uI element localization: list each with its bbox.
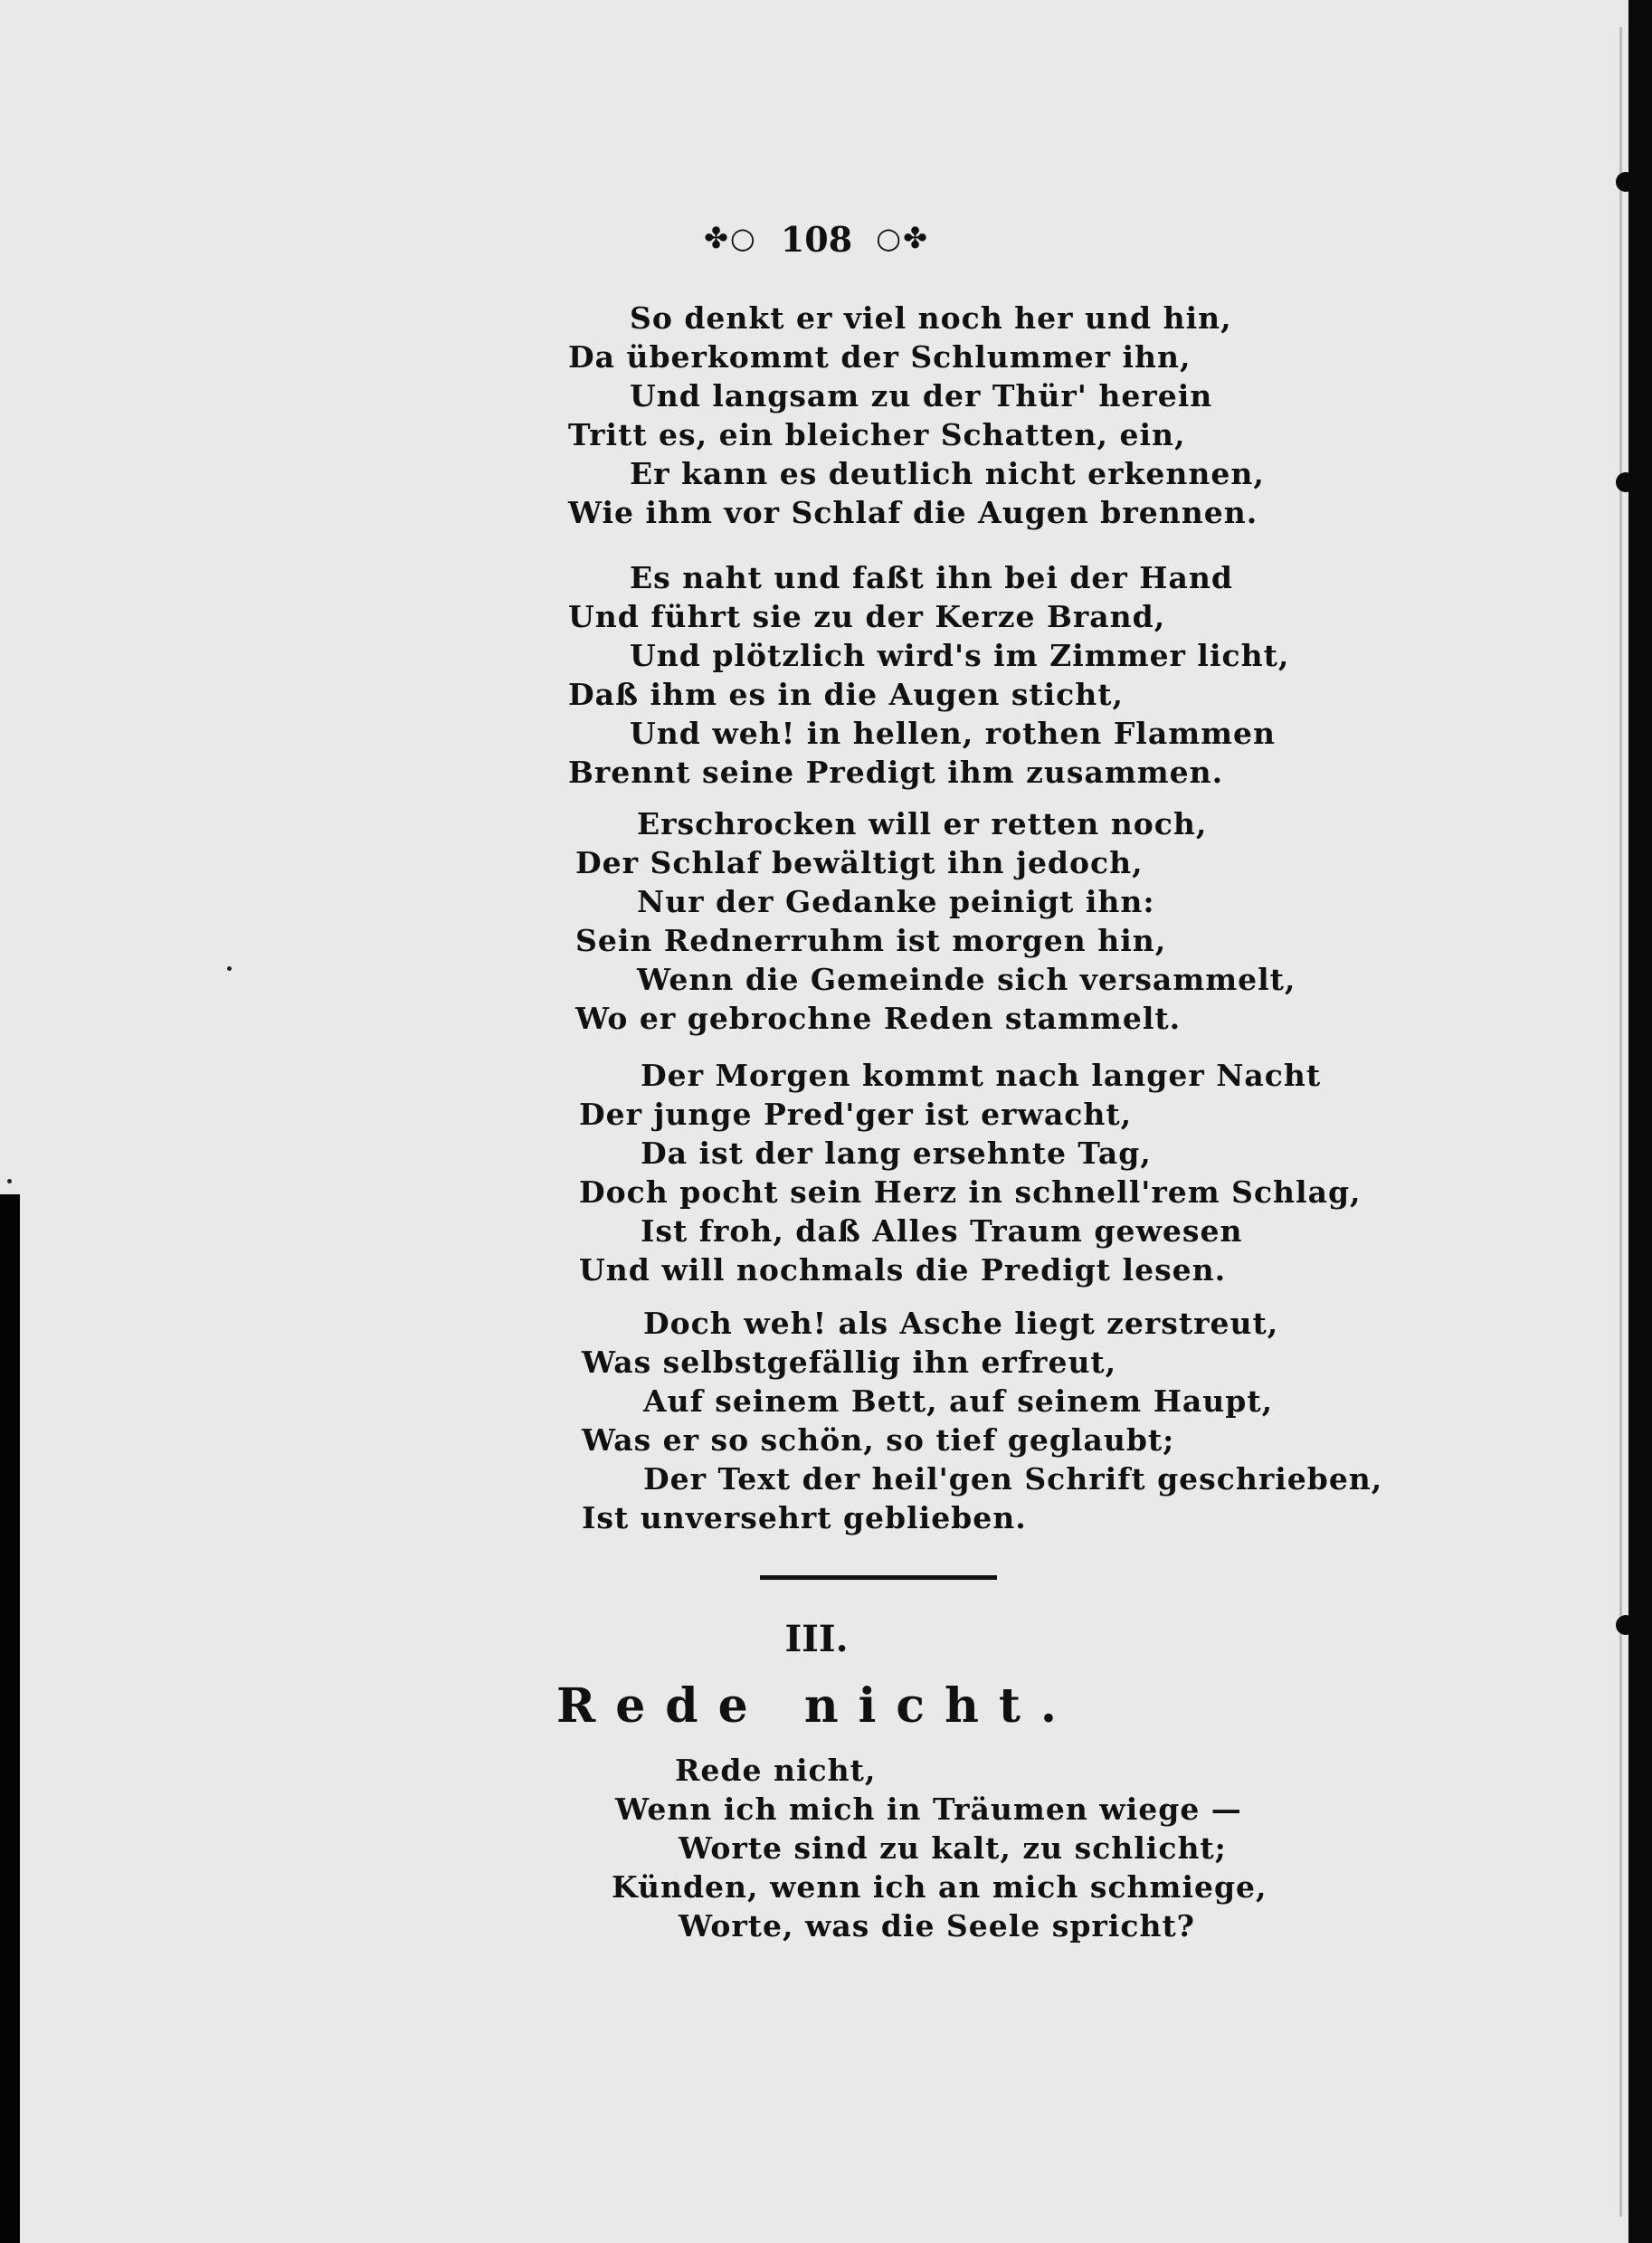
verse-line: Der Text der heil'gen Schrift geschrieben, (643, 1461, 1383, 1497)
verse-line: Und weh! in hellen, rothen Flammen (630, 716, 1277, 751)
verse-line: Ist froh, daß Alles Traum gewesen (641, 1213, 1243, 1249)
page-header (0, 219, 1633, 260)
verse-line: Der Morgen kommt nach langer Nacht (641, 1058, 1322, 1093)
verse-line: So denkt er viel noch her und hin, (630, 300, 1232, 336)
verse-line: Wenn ich mich in Träumen wiege — (615, 1792, 1242, 1827)
verse-line: Doch pocht sein Herz in schnell'rem Schlag, (579, 1174, 1362, 1210)
stanza-poem-2 (612, 1751, 1267, 1945)
stanza-4 (579, 1056, 1362, 1289)
verse-line: Doch weh! als Asche liegt zerstreut, (643, 1306, 1279, 1341)
ornament-left-icon: ✤○ (704, 221, 757, 255)
verse-line: Und führt sie zu der Kerze Brand, (568, 599, 1166, 634)
scan-border-right (1628, 0, 1652, 2243)
verse-line: Ist unversehrt geblieben. (582, 1500, 1027, 1535)
stanza-3 (575, 804, 1296, 1038)
verse-line: Tritt es, ein bleicher Schatten, ein, (568, 417, 1186, 452)
verse-line: Sein Rednerruhm ist morgen hin, (575, 923, 1167, 958)
verse-line: Künden, wenn ich an mich schmiege, (612, 1869, 1267, 1905)
section-numeral: III. (784, 1618, 849, 1660)
verse-line: Wenn die Gemeinde sich versammelt, (637, 962, 1296, 997)
verse-line: Daß ihm es in die Augen sticht, (568, 677, 1124, 712)
binding-mark (1616, 472, 1636, 492)
verse-line: Er kann es deutlich nicht erkennen, (630, 456, 1265, 491)
page-number: 108 (780, 219, 853, 260)
stanza-1 (568, 299, 1265, 532)
verse-line: Nur der Gedanke peinigt ihn: (637, 884, 1155, 919)
verse-line: Da überkommt der Schlummer ihn, (568, 339, 1192, 375)
verse-line: Und langsam zu der Thür' herein (630, 378, 1213, 413)
verse-line: Und will nochmals die Predigt lesen. (579, 1252, 1227, 1288)
verse-line: Und plötzlich wird's im Zimmer licht, (630, 638, 1290, 673)
ornament-right-icon: ○✤ (876, 221, 929, 255)
stanza-5 (582, 1304, 1382, 1537)
stanza-2 (568, 558, 1289, 792)
binding-mark (1616, 172, 1636, 192)
verse-line: Da ist der lang ersehnte Tag, (641, 1136, 1152, 1171)
verse-line: Wie ihm vor Schlaf die Augen brennen. (568, 495, 1258, 530)
poem-title: Rede nicht. (556, 1678, 1077, 1734)
verse-line: Brennt seine Predigt ihm zusammen. (568, 755, 1224, 790)
section-divider (760, 1575, 997, 1580)
verse-line: Rede nicht, (675, 1753, 877, 1788)
verse-line: Der Schlaf bewältigt ihn jedoch, (575, 845, 1144, 880)
verse-line: Wo er gebrochne Reden stammelt. (575, 1001, 1182, 1036)
page-edge (1619, 27, 1622, 2217)
verse-line: Worte, was die Seele spricht? (679, 1908, 1196, 1944)
verse-line: Was er so schön, so tief geglaubt; (582, 1422, 1175, 1458)
scan-speck (227, 966, 232, 971)
verse-line: Der junge Pred'ger ist erwacht, (579, 1097, 1133, 1132)
verse-line: Worte sind zu kalt, zu schlicht; (679, 1830, 1227, 1866)
verse-line: Auf seinem Bett, auf seinem Haupt, (643, 1383, 1274, 1419)
verse-line: Was selbstgefällig ihn erfreut, (582, 1345, 1117, 1380)
verse-line: Erschrocken will er retten noch, (637, 806, 1208, 841)
scan-speck (7, 1179, 12, 1183)
verse-line: Es naht und faßt ihn bei der Hand (630, 560, 1233, 595)
